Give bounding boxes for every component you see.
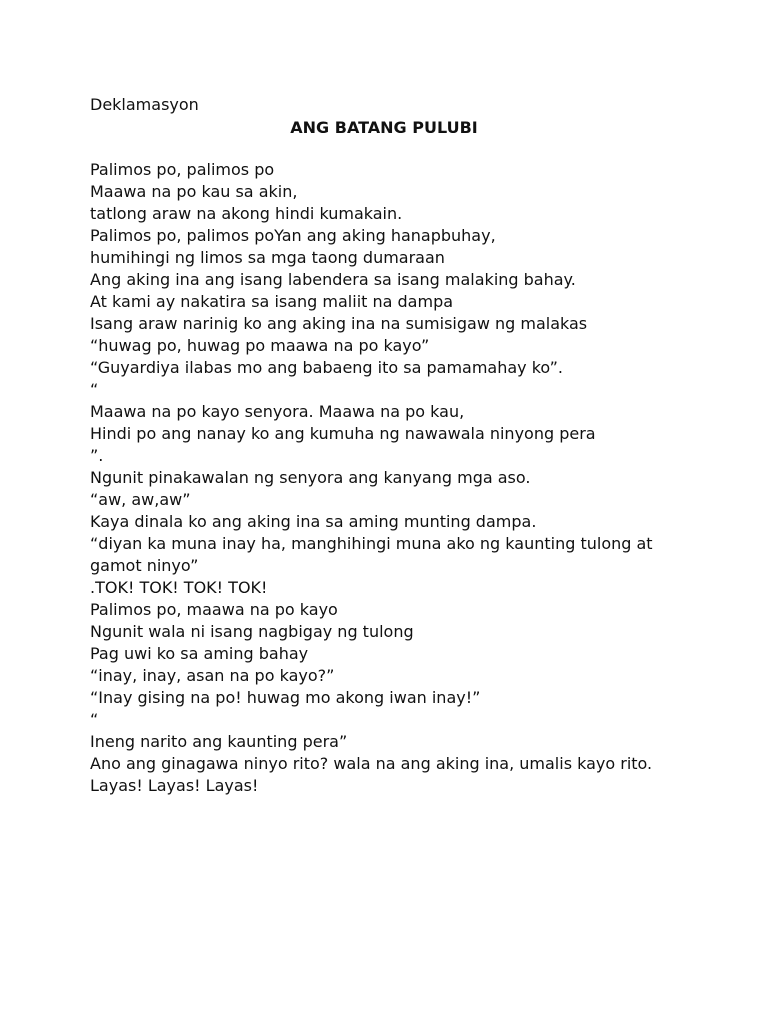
poem-line: tatlong araw na akong hindi kumakain. (90, 204, 403, 223)
poem-line: “huwag po, huwag po maawa na po kayo” (90, 336, 430, 355)
poem-line: “Guyardiya ilabas mo ang babaeng ito sa pamamahay ko”. (90, 358, 564, 377)
poem-line: ”. (90, 446, 104, 465)
poem-line: Palimos po, maawa na po kayo (90, 600, 338, 619)
poem-line: humihingi ng limos sa mga taong dumaraan (90, 248, 445, 267)
poem-line: gamot ninyo” (90, 556, 199, 575)
poem-body (90, 159, 750, 797)
poem-line: Ang aking ina ang isang labendera sa isang malaking bahay. (90, 270, 576, 289)
poem-line: “Inay gising na po! huwag mo akong iwan inay!” (90, 688, 481, 707)
poem-line: Palimos po, palimos po (90, 160, 275, 179)
poem-line: “ (90, 380, 99, 399)
document-title: ANG BATANG PULUBI (290, 118, 478, 137)
poem-line: Maawa na po kayo senyora. Maawa na po kau, (90, 402, 465, 421)
poem-line: Pag uwi ko sa aming bahay (90, 644, 309, 663)
poem-line: “aw, aw,aw” (90, 490, 191, 509)
poem-line: “diyan ka muna inay ha, manghihingi muna ako ng kaunting tulong at (90, 534, 653, 553)
poem-line: “inay, inay, asan na po kayo?” (90, 666, 335, 685)
poem-line: Ineng narito ang kaunting pera” (90, 732, 348, 751)
poem-line: Ngunit pinakawalan ng senyora ang kanyang mga aso. (90, 468, 531, 487)
poem-line: Palimos po, palimos poYan ang aking hanapbuhay, (90, 226, 496, 245)
poem-line: Hindi po ang nanay ko ang kumuha ng nawawala ninyong pera (90, 424, 596, 443)
poem-line: Maawa na po kau sa akin, (90, 182, 298, 201)
poem-line: At kami ay nakatira sa isang maliit na dampa (90, 292, 454, 311)
poem-line: Isang araw narinig ko ang aking ina na sumisigaw ng malakas (90, 314, 588, 333)
poem-line: Ngunit wala ni isang nagbigay ng tulong (90, 622, 414, 641)
poem-line: Layas! Layas! Layas! (90, 776, 259, 795)
poem-line: Ano ang ginagawa ninyo rito? wala na ang aking ina, umalis kayo rito. (90, 754, 653, 773)
poem-line: .TOK! TOK! TOK! TOK! (90, 578, 268, 597)
document-label: Deklamasyon (90, 95, 199, 114)
poem-line: “ (90, 710, 99, 729)
poem-line: Kaya dinala ko ang aking ina sa aming munting dampa. (90, 512, 537, 531)
